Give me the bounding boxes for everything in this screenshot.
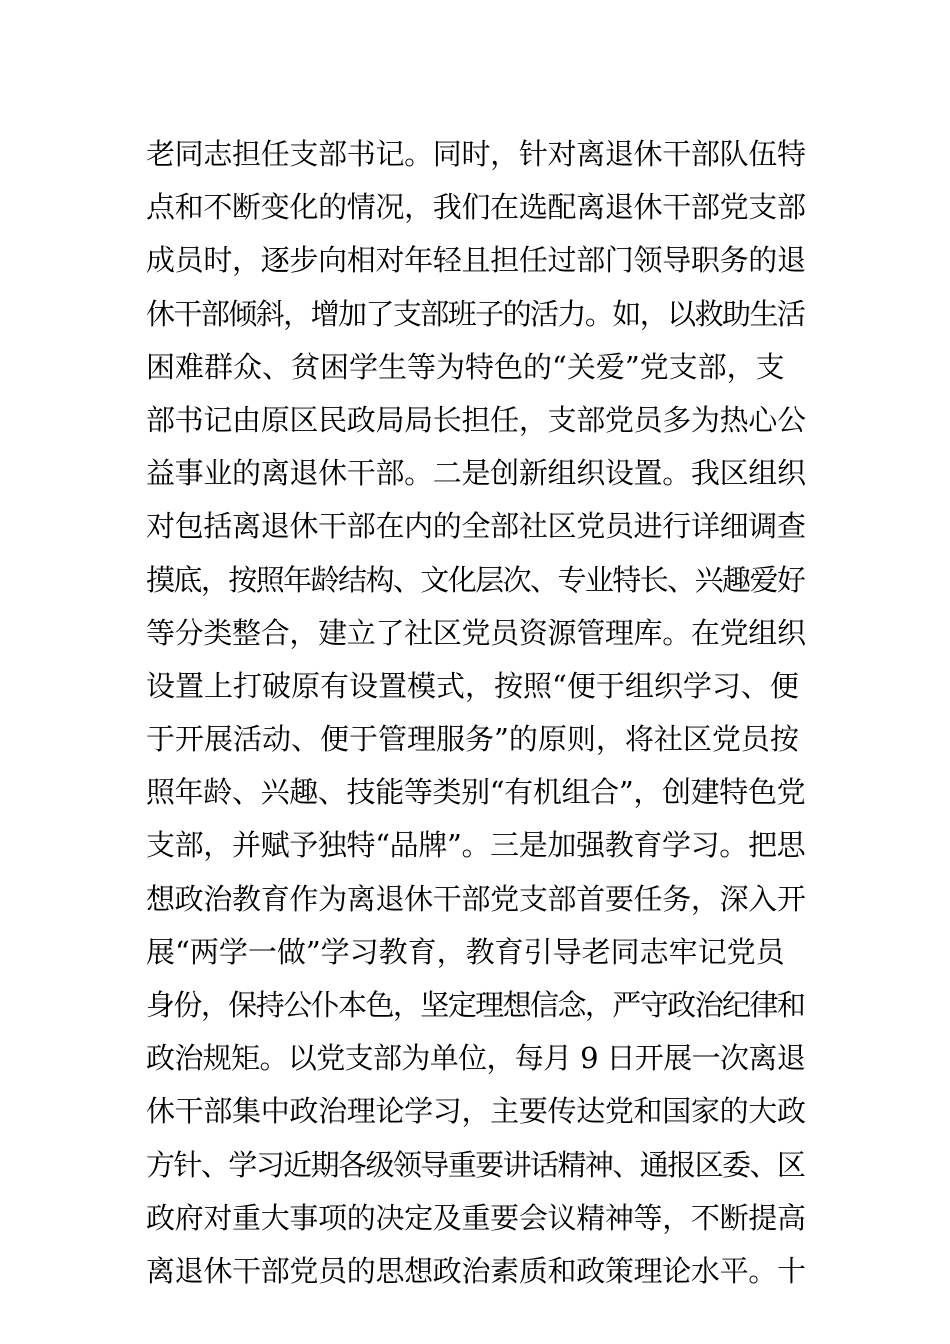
text-line: 休干部倾斜，增加了支部班子的活力。如，以救助生活: [146, 296, 805, 331]
text-line: 设置上打破原有设置模式，按照“便于组织学习、便: [146, 668, 799, 703]
text-line: 离退休干部党员的思想政治素质和政策理论水平。十: [146, 1253, 806, 1288]
text-line: 成员时，逐步向相对年轻且担任过部门领导职务的退: [146, 243, 806, 278]
text-line: 点和不断变化的情况，我们在选配离退休干部党支部: [146, 190, 806, 225]
text-line: 身份，保持公仆本色，坚定理想信念，严守政治纪律和: [146, 988, 805, 1022]
text-line: 休干部集中政治理论学习，主要传达党和国家的大政: [146, 1094, 806, 1129]
text-line: 等分类整合，建立了社区党员资源管理库。在党组织: [146, 615, 806, 650]
text-line: 政治规矩。以党支部为单位，每月 9 日开展一次离退: [146, 1041, 806, 1076]
text-line: 展“两学一做”学习教育，教育引导老同志牢记党员: [146, 934, 785, 969]
text-line: 困难群众、贫困学生等为特色的“关爱”党支部，支: [146, 349, 785, 384]
text-line: 方针、学习近期各级领导重要讲话精神、通报区委、区: [146, 1147, 805, 1182]
text-line: 部书记由原区民政局局长担任，支部党员多为热心公: [146, 402, 806, 437]
text-line: 于开展活动、便于管理服务”的原则，将社区党员按: [146, 722, 799, 757]
text-line: 益事业的离退休干部。二是创新组织设置。我区组织: [146, 456, 806, 491]
text-line: 支部，并赋予独特“品牌”。三是加强教育学习。把思: [146, 828, 806, 863]
text-line: 摸底，按照年龄结构、文化层次、专业特长、兴趣爱好: [146, 562, 805, 597]
text-line: 想政治教育作为离退休干部党支部首要任务，深入开: [146, 881, 806, 916]
text-line: 照年龄、兴趣、技能等类别“有机组合”，创建特色党: [146, 775, 806, 810]
body-paragraph: [146, 128, 806, 1298]
text-line: 政府对重大事项的决定及重要会议精神等，不断提高: [146, 1200, 806, 1235]
text-line: 对包括离退休干部在内的全部社区党员进行详细调查: [146, 509, 806, 544]
text-line: 老同志担任支部书记。同时，针对离退休干部队伍特: [146, 137, 806, 171]
